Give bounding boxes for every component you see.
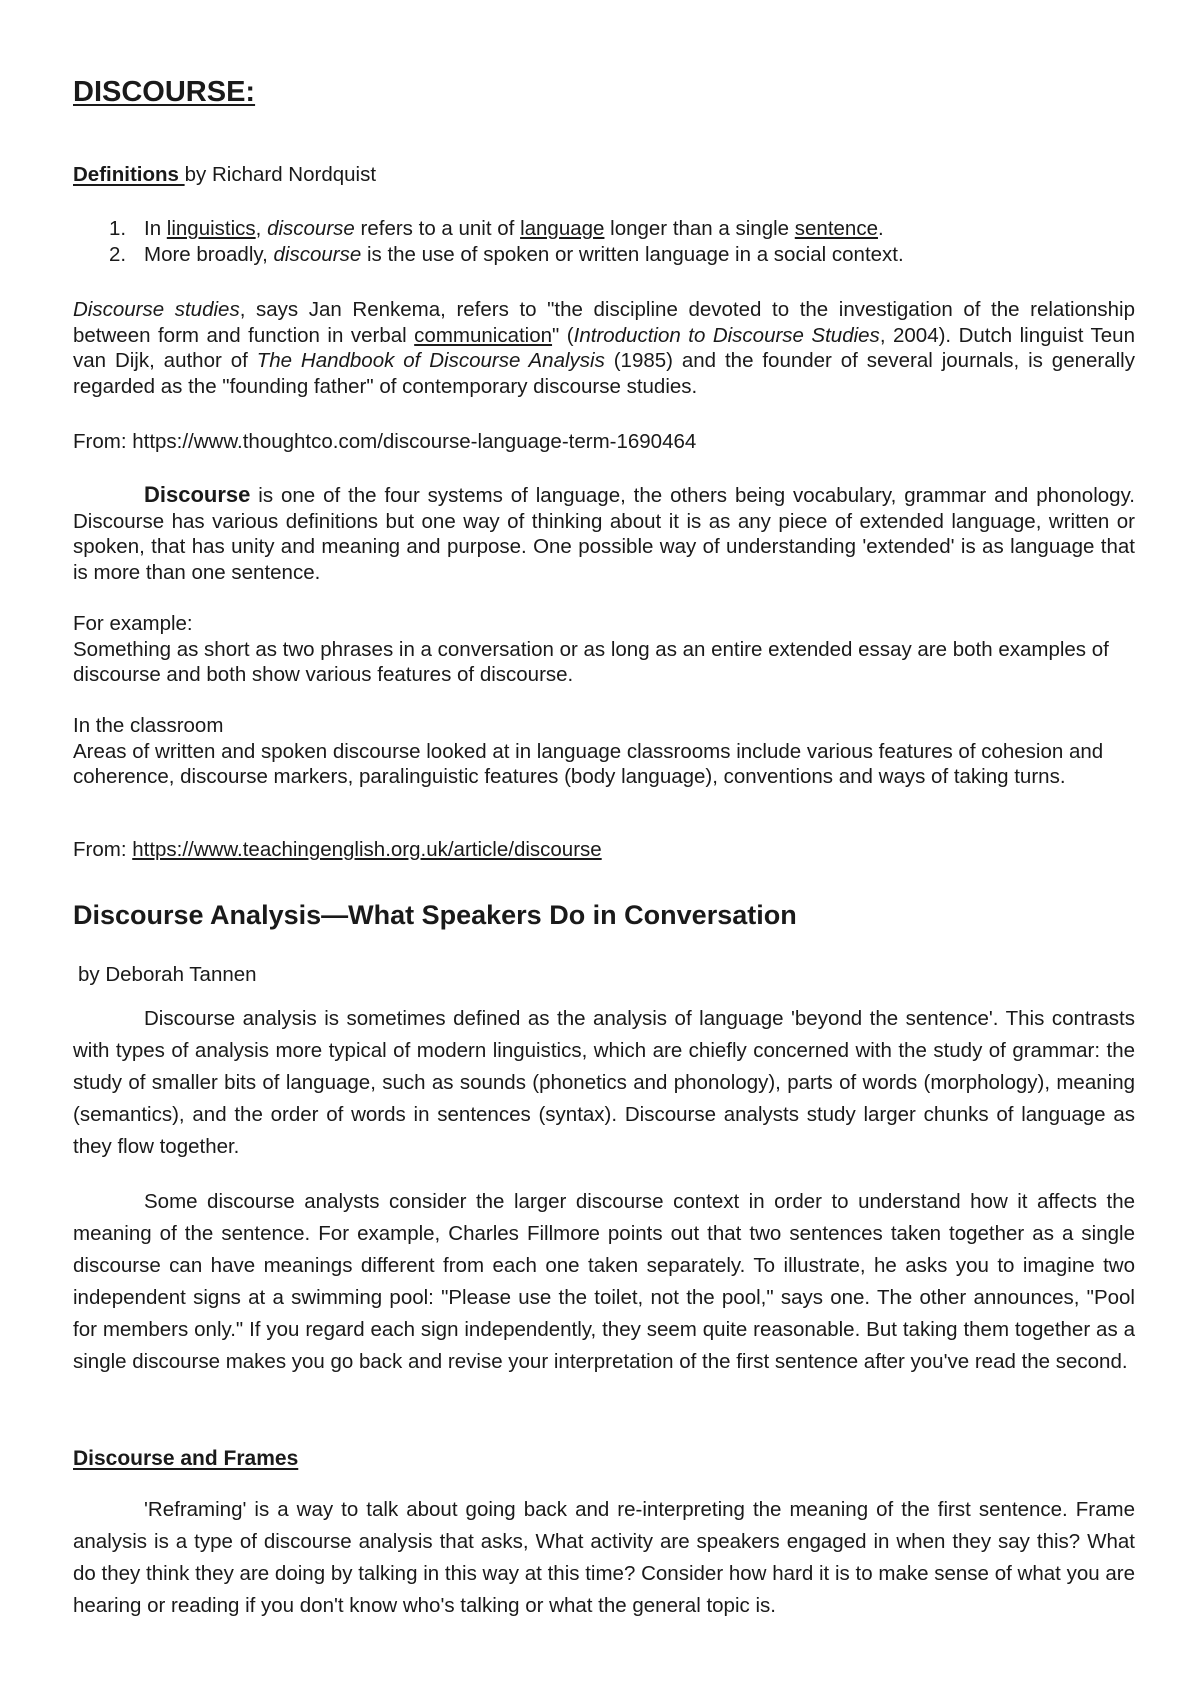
communication-link[interactable]: communication: [414, 323, 553, 347]
text-run: In: [144, 217, 167, 240]
text-run: is the use of spoken or written language in a social context.: [361, 243, 904, 266]
linguistics-link[interactable]: linguistics: [166, 217, 256, 240]
frames-heading: Discourse and Frames: [73, 1447, 299, 1470]
book-title: The Handbook of Discourse Analysis: [256, 349, 605, 372]
text-run: is one of the four systems of language, the others being vocabulary, grammar and phonology. Discourse has various definitions but one way of thinking about it is as any piece of extended language, written or spoken, that has unity and meaning and purpose. One possible way of understanding 'extended' is as language that is more than one sentence.: [73, 484, 1135, 584]
list-item: [73, 216, 1135, 242]
language-link[interactable]: language: [520, 217, 605, 240]
text-run: " (: [552, 323, 574, 347]
example-section: [73, 611, 1135, 688]
definitions-list: [73, 216, 1135, 268]
example-label: For example:: [73, 612, 193, 635]
classroom-section: [73, 713, 1135, 790]
document-page: [73, 0, 1135, 1696]
thoughtco-source: From: https://www.thoughtco.com/discourse-language-term-1690464: [73, 430, 697, 453]
tannen-paragraph-2: Some discourse analysts consider the larger discourse context in order to understand how it affects the meaning of the sentence. For example, Charles Fillmore points out that two sentences taken together as a single discourse can have meanings different from each one taken separately. To illustrate, he asks you to imagine two independent signs at a swimming pool: "Please use the toilet, not the pool," says one. The other announces, "Pool for members only." If you regard each sign independently, they seem quite reasonable. But taking them together as a single discourse makes you go back and revise your interpretation of the first sentence after you've read the second.: [73, 1190, 1135, 1373]
text-run: , 2004). Dutch linguist Teun van Dijk, author of: [73, 323, 1135, 372]
tannen-paragraph-3: 'Reframing' is a way to talk about going back and re-interpreting the meaning of the first sentence. Frame analysis is a type of discourse analysis that asks, What activity are speakers engaged in when they say this? What do they think they are doing by talking in this way at this time? Consider how hard it is to make sense of what you are hearing or reading if you don't know who's talking or what the general topic is.: [73, 1498, 1135, 1617]
classroom-label: In the classroom: [73, 714, 224, 737]
discourse-lead-word: Discourse: [144, 482, 251, 507]
text-run: refers to a unit of: [354, 217, 521, 240]
definitions-label: Definitions: [73, 163, 185, 186]
classroom-text: Areas of written and spoken discourse looked at in language classrooms include various features of cohesion and coherence, discourse markers, paralinguistic features (body language), conventions and ways of taking turns.: [73, 739, 1104, 788]
definitions-byline: by Richard Nordquist: [184, 163, 377, 186]
list-item: [73, 242, 1135, 268]
tannen-byline: by Deborah Tannen: [78, 963, 257, 986]
emphasis: Discourse studies: [73, 298, 240, 321]
teachingenglish-paragraph: [73, 482, 1135, 585]
text-run: , says Jan Renkema, refers to "the discipline devoted to the investigation of the relationship between form and function in verbal: [73, 298, 1135, 347]
list-number: 2.: [109, 243, 127, 266]
book-title: Introduction to Discourse Studies: [573, 323, 880, 347]
text-run: longer than a single: [604, 217, 795, 240]
text-run: ,: [255, 217, 268, 240]
teachingenglish-link[interactable]: https://www.teachingenglish.org.uk/article/discourse: [132, 838, 602, 861]
emphasis: discourse: [273, 243, 362, 266]
text-run: .: [877, 217, 884, 240]
teachingenglish-source: [73, 837, 1135, 863]
renkema-paragraph: [73, 297, 1135, 399]
tannen-paragraph-1: Discourse analysis is sometimes defined as the analysis of language 'beyond the sentence'. This contrasts with types of analysis more typical of modern linguistics, which are chiefly concerned with the study of grammar: the study of smaller bits of language, such as sounds (phonetics and phonology), parts of words (morphology), meaning (semantics), and the order of words in sentences (syntax). Discourse analysts study larger chunks of language as they flow together.: [73, 1007, 1135, 1158]
text-run: (1985) and the founder of several journals, is generally regarded as the "founding father" of contemporary discourse studies.: [73, 349, 1135, 398]
example-text: Something as short as two phrases in a conversation or as long as an entire extended essay are both examples of discourse and both show various features of discourse.: [73, 637, 1109, 686]
list-number: 1.: [109, 217, 127, 240]
emphasis: discourse: [267, 217, 355, 240]
definitions-heading: [73, 162, 376, 188]
discourse-analysis-heading: Discourse Analysis—What Speakers Do in Conversation: [73, 900, 797, 930]
sentence-link[interactable]: sentence: [794, 217, 878, 240]
page-title: DISCOURSE:: [73, 76, 256, 108]
text-run: More broadly,: [144, 243, 274, 266]
source-label: From:: [73, 838, 133, 861]
